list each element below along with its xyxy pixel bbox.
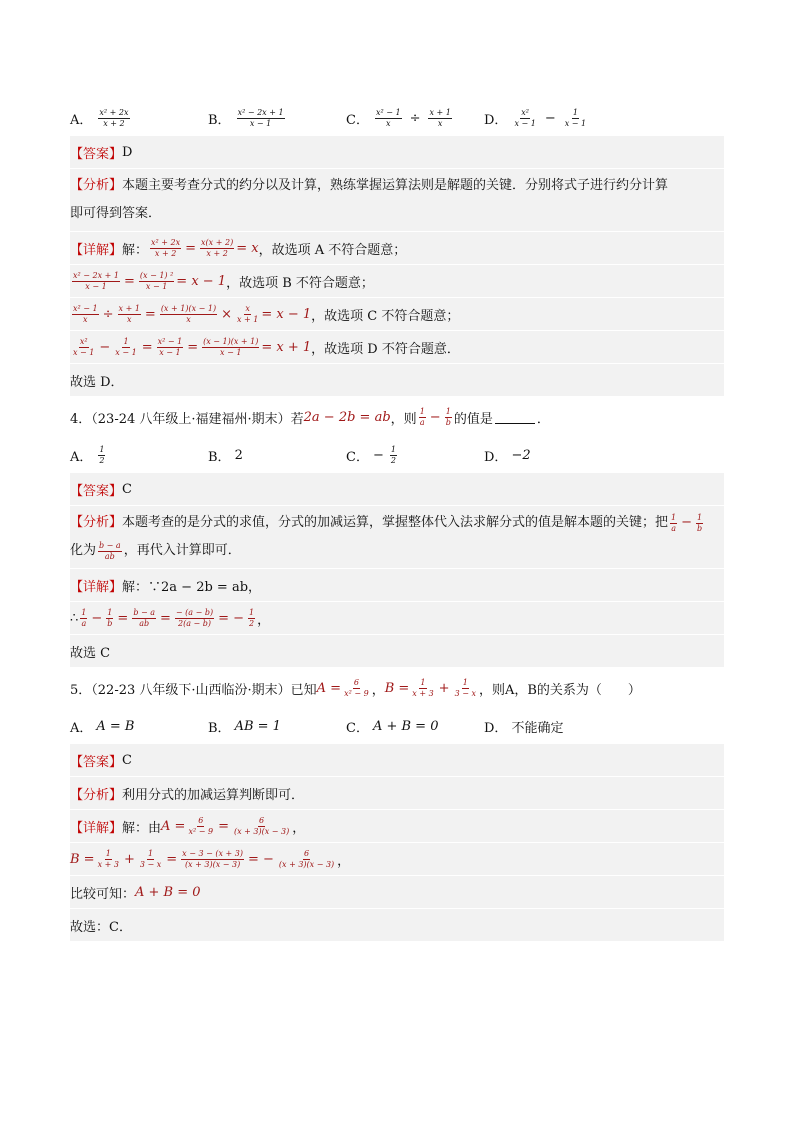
fraction: $\frac{\text{x² − 1}}{x - 1}$ bbox=[157, 336, 183, 357]
analysis-line: 【分析】 本题主要考查分式的约分以及计算，熟练掌握运算法则是解题的关键．分别将式子进行约分计算 即可得到答案． bbox=[70, 169, 724, 232]
q5-option-c[interactable]: C． A + B = 0 bbox=[346, 718, 439, 736]
q4-option-c[interactable]: C． − $\frac{1}{2}$ bbox=[346, 444, 396, 465]
q3-option-d[interactable]: D． $\frac{\text{x²}}{x - 1}$ − $\frac{1}{x - 1}$ bbox=[484, 107, 587, 128]
fraction: $\frac{b - a}{ab}$ bbox=[99, 540, 121, 561]
detail-line-2: ∴ $\frac{1}{a}$ − $\frac{1}{b}$ = $\frac{b - a}{ab}$ = $\frac{- (a - b)}{2(a - b)}$ = − $\frac{1}{2}$ ， bbox=[70, 602, 724, 635]
detail-line-4: $\frac{\text{x²}}{x - 1}$ − $\frac{1}{x - 1}$ = $\frac{\text{x² − 1}}{x - 1}$ = $\frac{(x - 1)(x + 1)}{x - 1}$ = x + 1 ，故选项 D 不符合题意． bbox=[70, 331, 724, 364]
q3-option-a[interactable]: A． $\frac{\text{x² + 2x}}{x + 2}$ bbox=[70, 107, 129, 128]
fraction: $\frac{\text{x² − 1}}{x}$ bbox=[73, 303, 98, 324]
choose-line: 故选 D． bbox=[70, 364, 724, 397]
fraction: $\frac{\text{x² − 2x + 1}}{x - 1}$ bbox=[237, 107, 284, 128]
q5-option-a[interactable]: A． A = B bbox=[70, 718, 135, 736]
choose-line: 故选：C． bbox=[70, 909, 724, 942]
fraction: $\frac{\text{x² + 2x}}{x + 2}$ bbox=[99, 107, 129, 128]
fraction: $\frac{\text{x²}}{x - 1}$ bbox=[73, 336, 95, 357]
q5-option-b[interactable]: B． AB = 1 bbox=[208, 718, 281, 736]
fraction: $\frac{1}{a}$ bbox=[419, 406, 425, 427]
q5-stem: 5．（22-23 八年级下·山西临汾·期末）已知 A = $\frac{6}{\text{x² − 9}}$ ， B = $\frac{1}{x + 3}$ + $\frac{1}{3 - x}$ ，则A，B的关系为（ ） bbox=[70, 677, 641, 698]
fraction: $\frac{6}{\text{x² − 9}}$ bbox=[344, 677, 369, 698]
fraction: $\frac{x + 1}{x}$ bbox=[118, 303, 140, 324]
analysis-line: 【分析】 利用分式的加减运算判断即可． bbox=[70, 777, 724, 810]
fraction: $\frac{6}{(x + 3)(x - 3)}$ bbox=[278, 848, 335, 869]
page bbox=[70, 100, 724, 942]
fraction: $\frac{1}{b}$ bbox=[697, 512, 703, 533]
fraction: $\frac{(x - 1)(x + 1)}{x - 1}$ bbox=[203, 336, 259, 357]
detail-line-1: 【详解】 解： $\frac{\text{x² + 2x}}{x + 2}$ = $\frac{x(x + 2)}{x + 2}$ = x ，故选项 A 不符合题意； bbox=[70, 232, 724, 265]
q3-options bbox=[70, 100, 724, 136]
q4-stem: 4．（23-24 八年级上·福建福州·期末）若 2a − 2b = ab ，则 $\frac{1}{a}$ − $\frac{1}{b}$ 的值是 ． bbox=[70, 406, 550, 427]
fraction: $\frac{1}{2}$ bbox=[249, 607, 255, 628]
fraction: $\frac{1}{x + 3}$ bbox=[97, 848, 119, 869]
fraction: $\frac{b - a}{ab}$ bbox=[133, 607, 155, 628]
q3-option-b[interactable]: B． $\frac{\text{x² − 2x + 1}}{x - 1}$ bbox=[208, 107, 284, 128]
answer-line: 【答案】 D bbox=[70, 136, 724, 169]
answer-line: 【答案】 C bbox=[70, 473, 724, 506]
fraction: $\frac{\text{x² − 1}}{x}$ bbox=[375, 107, 401, 128]
compare-line: 比较可知： A + B = 0 bbox=[70, 876, 724, 909]
fraction: $\frac{1}{a}$ bbox=[81, 607, 87, 628]
q4-option-a[interactable]: A． $\frac{1}{2}$ bbox=[70, 444, 105, 465]
detail-line-3: $\frac{\text{x² − 1}}{x}$ ÷ $\frac{x + 1}{x}$ = $\frac{(x + 1)(x - 1)}{x}$ × $\frac{x}{x + 1}$ = x − 1 ，故选项 C 不符合题意； bbox=[70, 298, 724, 331]
fraction: $\frac{1}{3 - x}$ bbox=[454, 677, 476, 698]
fraction: $\frac{6}{(x + 3)(x - 3)}$ bbox=[233, 815, 290, 836]
detail-line-2: $\frac{\text{x² − 2x + 1}}{x - 1}$ = $\frac{\text{(x − 1) ²}}{x - 1}$ = x − 1 ，故选项 B 不符合题意； bbox=[70, 265, 724, 298]
fraction: $\frac{1}{x - 1}$ bbox=[564, 107, 587, 128]
fraction: $\frac{1}{x + 3}$ bbox=[412, 677, 434, 698]
fraction: $\frac{1}{b}$ bbox=[107, 607, 113, 628]
q3-solution bbox=[70, 136, 724, 397]
fraction: $\frac{1}{b}$ bbox=[445, 406, 451, 427]
fraction: $\frac{6}{\text{x² − 9}}$ bbox=[188, 815, 214, 836]
fraction: $\frac{(x + 1)(x - 1)}{x}$ bbox=[160, 303, 217, 324]
fraction: $\frac{1}{2}$ bbox=[99, 444, 105, 465]
fraction: $\frac{x - 3 - (x + 3)}{(x + 3)(x - 3)}$ bbox=[182, 848, 243, 869]
answer-blank bbox=[495, 411, 535, 424]
fraction: $\frac{\text{(x − 1) ²}}{x - 1}$ bbox=[139, 270, 174, 291]
detail-line-2: B = $\frac{1}{x + 3}$ + $\frac{1}{3 - x}$ = $\frac{x - 3 - (x + 3)}{(x + 3)(x - 3)}$ = − $\frac{6}{(x + 3)(x - 3)}$ ， bbox=[70, 843, 724, 876]
fraction: $\frac{x + 1}{x}$ bbox=[429, 107, 451, 128]
answer-line: 【答案】 C bbox=[70, 744, 724, 777]
fraction: $\frac{1}{x - 1}$ bbox=[115, 336, 137, 357]
fraction: $\frac{- (a - b)}{2(a - b)}$ bbox=[175, 607, 214, 628]
fraction: $\frac{x}{x + 1}$ bbox=[236, 303, 259, 324]
analysis-line: 【分析】 本题考查的是分式的求值，分式的加减运算，掌握整体代入法求解分式的值是解本题的关键；把 $\frac{1}{a}$ − $\frac{1}{b}$ 化为 $\frac{b - a}{ab}$ ，再代入计算即可． bbox=[70, 506, 724, 569]
q5-solution bbox=[70, 744, 724, 942]
q5-option-d[interactable]: D． 不能确定 bbox=[484, 720, 564, 736]
q4-options bbox=[70, 437, 724, 473]
fraction: $\frac{\text{x²}}{x - 1}$ bbox=[514, 107, 536, 128]
q4-option-b[interactable]: B． 2 bbox=[208, 447, 243, 465]
fraction: $\frac{1}{3 - x}$ bbox=[139, 848, 162, 869]
fraction: $\frac{\text{x² + 2x}}{x + 2}$ bbox=[151, 237, 181, 258]
q4-option-d[interactable]: D． −2 bbox=[484, 447, 531, 465]
fraction: $\frac{1}{a}$ bbox=[671, 512, 677, 533]
fraction: $\frac{1}{2}$ bbox=[390, 444, 396, 465]
q5-options bbox=[70, 708, 724, 744]
choose-line: 故选 C bbox=[70, 635, 724, 668]
q4-solution bbox=[70, 473, 724, 668]
fraction: $\frac{x(x + 2)}{x + 2}$ bbox=[201, 237, 234, 258]
fraction: $\frac{\text{x² − 2x + 1}}{x - 1}$ bbox=[73, 270, 119, 291]
q3-option-c[interactable]: C． $\frac{\text{x² − 1}}{x}$ ÷ $\frac{x + 1}{x}$ bbox=[346, 107, 451, 128]
detail-line-1: 【详解】 解：∵2a − 2b = ab， bbox=[70, 569, 724, 602]
detail-line-1: 【详解】 解：由 A = $\frac{6}{\text{x² − 9}}$ = $\frac{6}{(x + 3)(x - 3)}$ ， bbox=[70, 810, 724, 843]
